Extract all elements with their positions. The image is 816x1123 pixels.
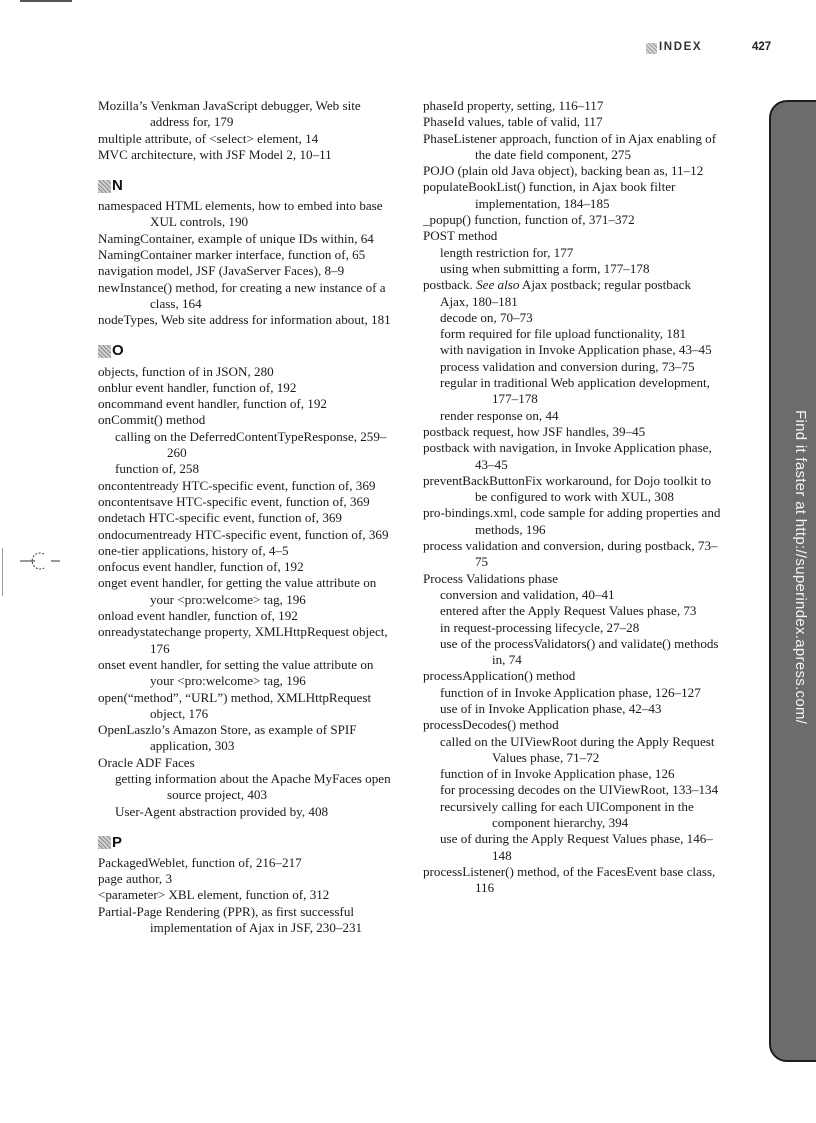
entry-term: postback.: [423, 277, 477, 293]
index-entry: onblur event handler, function of, 192: [98, 379, 297, 395]
index-entry: multiple attribute, of <select> element, 14: [98, 130, 319, 146]
index-entry: nodeTypes, Web site address for information about, 181: [98, 312, 391, 328]
index-subentry: form required for file upload functionality, 181: [440, 326, 687, 342]
index-subentry: render response on, 44: [440, 407, 559, 423]
index-subentry: use of in Invoke Application phase, 42–43: [440, 700, 662, 716]
index-entry: MVC architecture, with JSF Model 2, 10–11: [98, 146, 332, 162]
index-column-right: [423, 98, 723, 897]
index-entry: POJO (plain old Java object), backing bean as, 11–12: [423, 163, 704, 179]
index-entry: PhaseId values, table of valid, 117: [423, 114, 603, 130]
index-entry: _popup() function, function of, 371–372: [423, 212, 635, 228]
index-entry: onload event handler, function of, 192: [98, 608, 298, 624]
index-entry: preventBackButtonFix workaround, for Dojo toolkit to be configured to work with XUL, 308: [423, 472, 712, 505]
index-subentry: use of the processValidators() and validate() methods in, 74: [440, 635, 719, 668]
index-entry: oncontentsave HTC-specific event, function of, 369: [98, 493, 370, 509]
index-entry: postback with navigation, in Invoke Application phase, 43–45: [423, 440, 712, 472]
index-subentry: length restriction for, 177: [440, 244, 574, 260]
letter-heading-text: N: [112, 177, 123, 195]
index-subentry: conversion and validation, 40–41: [440, 586, 615, 602]
index-entry: onset event handler, for setting the value attribute on your <pro:welcome> tag, 196: [98, 656, 374, 689]
index-subentry: calling on the DeferredContentTypeResponse, 259–260: [115, 428, 387, 461]
index-entry: onfocus event handler, function of, 192: [98, 559, 304, 575]
letter-heading-text: O: [112, 342, 124, 360]
index-entry: [423, 277, 723, 293]
index-entry: ondetach HTC-specific event, function of, 369: [98, 510, 342, 526]
index-entry: newInstance() method, for creating a new instance of a class, 164: [98, 279, 386, 311]
index-entry: oncommand event handler, function of, 192: [98, 396, 327, 412]
index-entry: onCommit() method: [98, 412, 206, 428]
letter-marker-icon: [98, 180, 111, 193]
index-entry: postback request, how JSF handles, 39–45: [423, 423, 646, 439]
index-entry: onget event handler, for getting the value attribute on your <pro:welcome> tag, 196: [98, 575, 377, 607]
page-number: 427: [752, 41, 772, 53]
registration-mark-icon: [2, 548, 62, 596]
index-subentry: User-Agent abstraction provided by, 408: [115, 803, 329, 819]
letter-heading: [98, 834, 398, 852]
letter-heading-text: P: [112, 833, 123, 851]
index-entry: Oracle ADF Faces: [98, 754, 195, 770]
index-entry: NamingContainer marker interface, function of, 65: [98, 247, 366, 263]
index-entry: navigation model, JSF (JavaServer Faces), 8–9: [98, 263, 345, 279]
index-entry: page author, 3: [98, 871, 173, 887]
index-entry: populateBookList() function, in Ajax book filter implementation, 184–185: [423, 179, 676, 211]
index-subentry: Ajax, 180–181: [440, 293, 518, 309]
index-entry: Mozilla’s Venkman JavaScript debugger, Web site address for, 179: [98, 98, 361, 130]
thumb-tab-label: Find it faster at http://superindex.apress.com/: [792, 410, 809, 725]
index-entry: OpenLaszlo’s Amazon Store, as example of SPIF application, 303: [98, 722, 357, 754]
index-entry: Partial-Page Rendering (PPR), as first successful implementation of Ajax in JSF, 230–231: [98, 903, 363, 936]
see-also-label: See also: [476, 277, 520, 293]
index-entry: POST method: [423, 228, 498, 244]
letter-marker-icon: [98, 836, 111, 849]
see-also-targets: Ajax postback; regular postback: [519, 277, 691, 293]
index-column-left: [98, 98, 398, 936]
index-subentry: for processing decodes on the UIViewRoot, 133–134: [440, 782, 719, 798]
index-subentry: regular in traditional Web application development, 177–178: [440, 375, 710, 407]
top-rule: [20, 0, 72, 2]
index-subentry: in request-processing lifecycle, 27–28: [440, 619, 640, 635]
index-entry: one-tier applications, history of, 4–5: [98, 542, 289, 558]
index-entry: namespaced HTML elements, how to embed into base XUL controls, 190: [98, 198, 383, 230]
section-label: INDEX: [659, 41, 703, 53]
index-entry: objects, function of in JSON, 280: [98, 363, 274, 379]
running-head: [646, 41, 786, 57]
index-entry: ondocumentready HTC-specific event, function of, 369: [98, 526, 389, 542]
index-entry: pro-bindings.xml, code sample for adding properties and methods, 196: [423, 505, 721, 537]
index-subentry: process validation and conversion during, 73–75: [440, 358, 695, 374]
index-subentry: with navigation in Invoke Application phase, 43–45: [440, 342, 712, 358]
index-entry: processApplication() method: [423, 668, 576, 684]
index-entry: phaseId property, setting, 116–117: [423, 98, 604, 113]
index-subentry: getting information about the Apache MyFaces open source project, 403: [115, 770, 391, 803]
index-entry: processListener() method, of the FacesEvent base class, 116: [423, 863, 716, 896]
index-entry: PackagedWeblet, function of, 216–217: [98, 854, 302, 870]
section-marker-icon: [646, 43, 657, 54]
index-subentry: function of, 258: [115, 461, 200, 477]
index-entry: process validation and conversion, during postback, 73–75: [423, 538, 718, 570]
index-entry: processDecodes() method: [423, 717, 559, 733]
index-subentry: recursively calling for each UIComponent in the component hierarchy, 394: [440, 798, 694, 831]
letter-heading: [98, 177, 398, 195]
index-entry: PhaseListener approach, function of in Ajax enabling of the date field component, 275: [423, 130, 717, 162]
index-entry: open(“method”, “URL”) method, XMLHttpRequest object, 176: [98, 689, 372, 721]
index-entry: onreadystatechange property, XMLHttpRequest object, 176: [98, 624, 388, 656]
index-subentry: function of in Invoke Application phase, 126: [440, 766, 675, 782]
index-entry: oncontentready HTC-specific event, function of, 369: [98, 477, 376, 493]
index-subentry: decode on, 70–73: [440, 309, 533, 325]
index-subentry: use of during the Apply Request Values phase, 146–148: [440, 831, 713, 863]
index-subentry: called on the UIViewRoot during the Apply Request Values phase, 71–72: [440, 733, 715, 765]
index-entry: NamingContainer, example of unique IDs within, 64: [98, 230, 374, 246]
letter-heading: [98, 343, 398, 361]
index-entry: Process Validations phase: [423, 570, 559, 586]
index-subentry: function of in Invoke Application phase, 126–127: [440, 684, 701, 700]
index-subentry: entered after the Apply Request Values phase, 73: [440, 603, 697, 619]
index-subentry: using when submitting a form, 177–178: [440, 260, 650, 276]
letter-marker-icon: [98, 345, 111, 358]
index-entry: <parameter> XBL element, function of, 312: [98, 887, 330, 903]
